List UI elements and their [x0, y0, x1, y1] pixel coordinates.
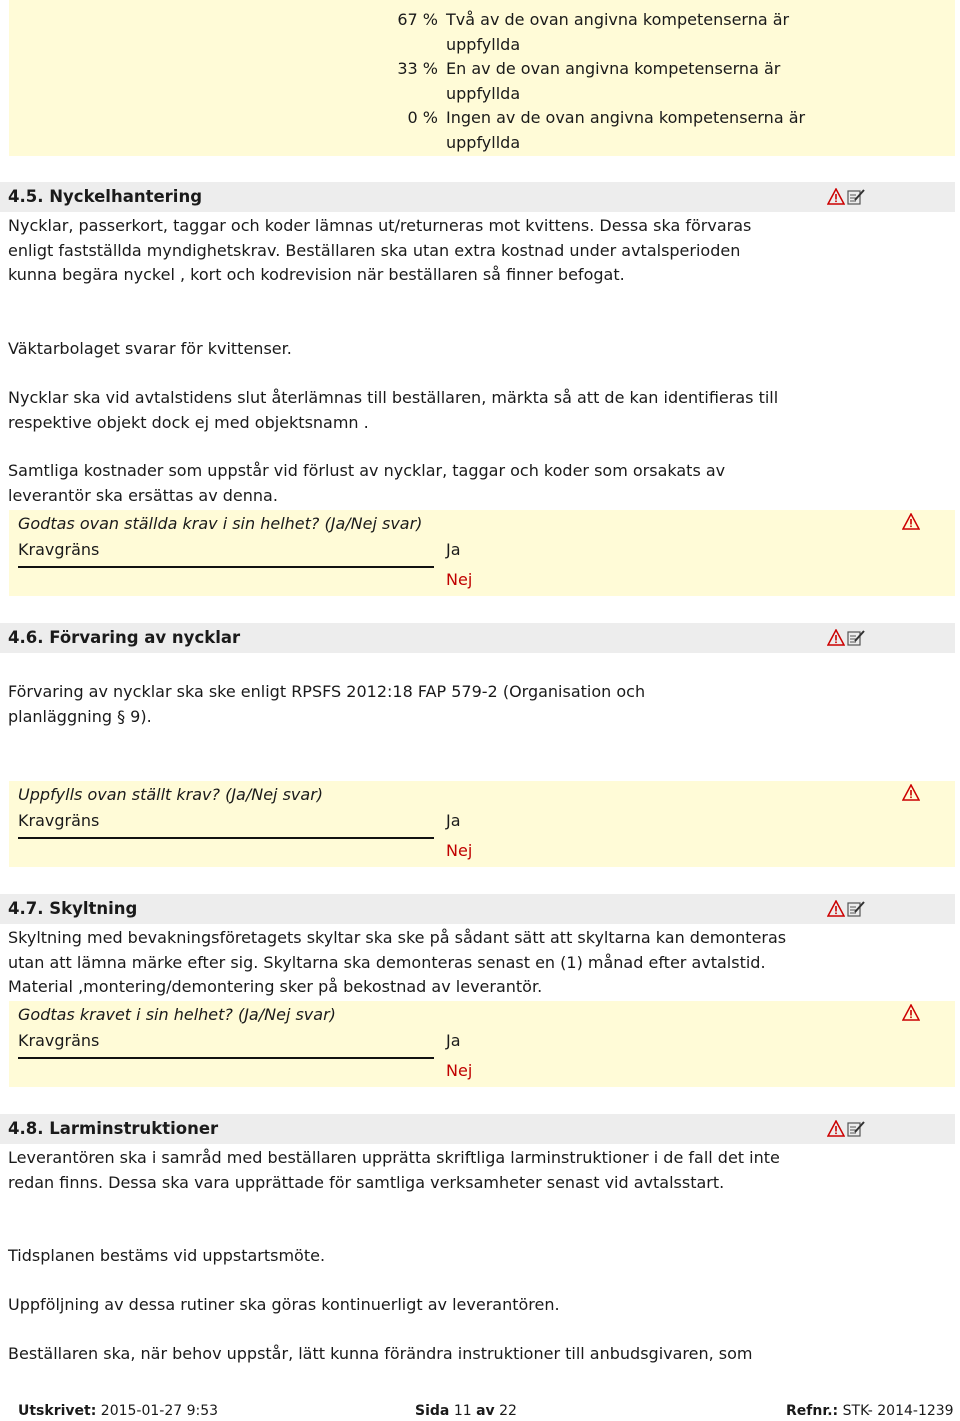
paragraph: Samtliga kostnader som uppstår vid förlust av nycklar, taggar och koder som orsakats av leverantör ska ersättas av denna. [8, 461, 726, 505]
section-title: 4.8. Larminstruktioner [8, 1119, 219, 1138]
paragraph: Uppföljning av dessa rutiner ska göras kontinuerligt av leverantören. [8, 1295, 560, 1314]
edit-icon[interactable] [847, 629, 865, 647]
paragraph: Väktarbolaget svarar för kvittenser. [8, 339, 292, 358]
score-text: En av de ovan angivna kompetenserna är uppfyllda [446, 59, 781, 103]
section-header-4-8 [0, 1114, 955, 1144]
page-of: av [476, 1403, 495, 1419]
section-title: 4.6. Förvaring av nycklar [8, 628, 241, 647]
page-total: 22 [499, 1403, 517, 1419]
question-box [9, 510, 955, 596]
section-icons [827, 188, 865, 206]
page-number: 11 [453, 1403, 472, 1419]
edit-icon[interactable] [847, 900, 865, 918]
score-pct: 0 % [407, 108, 438, 127]
footer-page [415, 1403, 517, 1419]
printed-value: 2015-01-27 9:53 [100, 1403, 219, 1419]
paragraph: Beställaren ska, när behov uppstår, lätt kunna förändra instruktioner till anbudsgivaren, som [8, 1344, 753, 1363]
answer-yes[interactable]: Ja [446, 1031, 461, 1050]
score-pct: 67 % [397, 10, 438, 29]
section-icons [827, 900, 865, 918]
answer-no[interactable]: Nej [446, 841, 473, 860]
question-text: Godtas ovan ställda krav i sin helhet? (Ja/Nej svar) [18, 514, 423, 533]
answer-no[interactable]: Nej [446, 1061, 473, 1080]
warning-icon[interactable] [827, 1120, 845, 1138]
answer-no[interactable]: Nej [446, 570, 473, 589]
section-title: 4.5. Nyckelhantering [8, 187, 203, 206]
question-box [9, 781, 955, 867]
answer-line [18, 837, 434, 839]
section-header-4-7 [0, 894, 955, 924]
paragraph: Leverantören ska i samråd med beställaren upprätta skriftliga larminstruktioner i de fall det inte redan finns. Dessa ska vara upprättade för samtliga verksamheter senast vid avtalsstart. [8, 1148, 780, 1192]
footer-printed [18, 1403, 218, 1419]
edit-icon[interactable] [847, 188, 865, 206]
printed-label: Utskrivet: [18, 1403, 97, 1419]
section-icons [827, 629, 865, 647]
answer-line [18, 566, 434, 568]
page-label: Sida [415, 1403, 450, 1419]
section-header-4-5 [0, 182, 955, 212]
paragraph: Nycklar, passerkort, taggar och koder lämnas ut/returneras mot kvittens. Dessa ska förvaras enligt fastställda myndighetskrav. Beställaren ska utan extra kostnad under avtalsperioden kunna begära nyckel , kort och kodrevision när beställaren så finner befogat. [8, 216, 752, 284]
paragraph: Nycklar ska vid avtalstidens slut återlämnas till beställaren, märkta så att de kan identifieras till respektive objekt dock ej med objektsnamn . [8, 388, 779, 432]
paragraph: Förvaring av nycklar ska ske enligt RPSFS 2012:18 FAP 579-2 (Organisation och planläggning § 9). [8, 682, 646, 726]
warning-icon[interactable] [827, 188, 845, 206]
requirement-label: Kravgräns [18, 811, 100, 830]
answer-line [18, 1057, 434, 1059]
warning-icon[interactable] [827, 629, 845, 647]
section-icons [827, 1120, 865, 1138]
requirement-label: Kravgräns [18, 1031, 100, 1050]
answer-yes[interactable]: Ja [446, 540, 461, 559]
question-box [9, 1001, 955, 1087]
section-header-4-6 [0, 623, 955, 653]
score-pct: 33 % [397, 59, 438, 78]
edit-icon[interactable] [847, 1120, 865, 1138]
warning-icon[interactable] [827, 900, 845, 918]
warning-icon[interactable] [902, 513, 920, 531]
requirement-label: Kravgräns [18, 540, 100, 559]
score-text: Ingen av de ovan angivna kompetenserna är uppfyllda [446, 108, 806, 152]
score-text: Två av de ovan angivna kompetenserna är uppfyllda [446, 10, 790, 54]
question-text: Godtas kravet i sin helhet? (Ja/Nej svar) [18, 1005, 336, 1024]
warning-icon[interactable] [902, 784, 920, 802]
warning-icon[interactable] [902, 1004, 920, 1022]
question-text: Uppfylls ovan ställt krav? (Ja/Nej svar) [18, 785, 324, 804]
answer-yes[interactable]: Ja [446, 811, 461, 830]
ref-label: Refnr.: [786, 1403, 839, 1419]
paragraph: Tidsplanen bestäms vid uppstartsmöte. [8, 1246, 326, 1265]
ref-value: STK- 2014-1239 [842, 1403, 954, 1419]
footer-ref [786, 1403, 954, 1419]
paragraph: Skyltning med bevakningsföretagets skyltar ska ske på sådant sätt att skyltarna kan demonteras utan att lämna märke efter sig. Skyltarna ska demonteras senast en (1) månad efter avtalstid. Material ,montering/demontering sker på bekostnad av leverantör. [8, 928, 787, 996]
section-title: 4.7. Skyltning [8, 899, 138, 918]
